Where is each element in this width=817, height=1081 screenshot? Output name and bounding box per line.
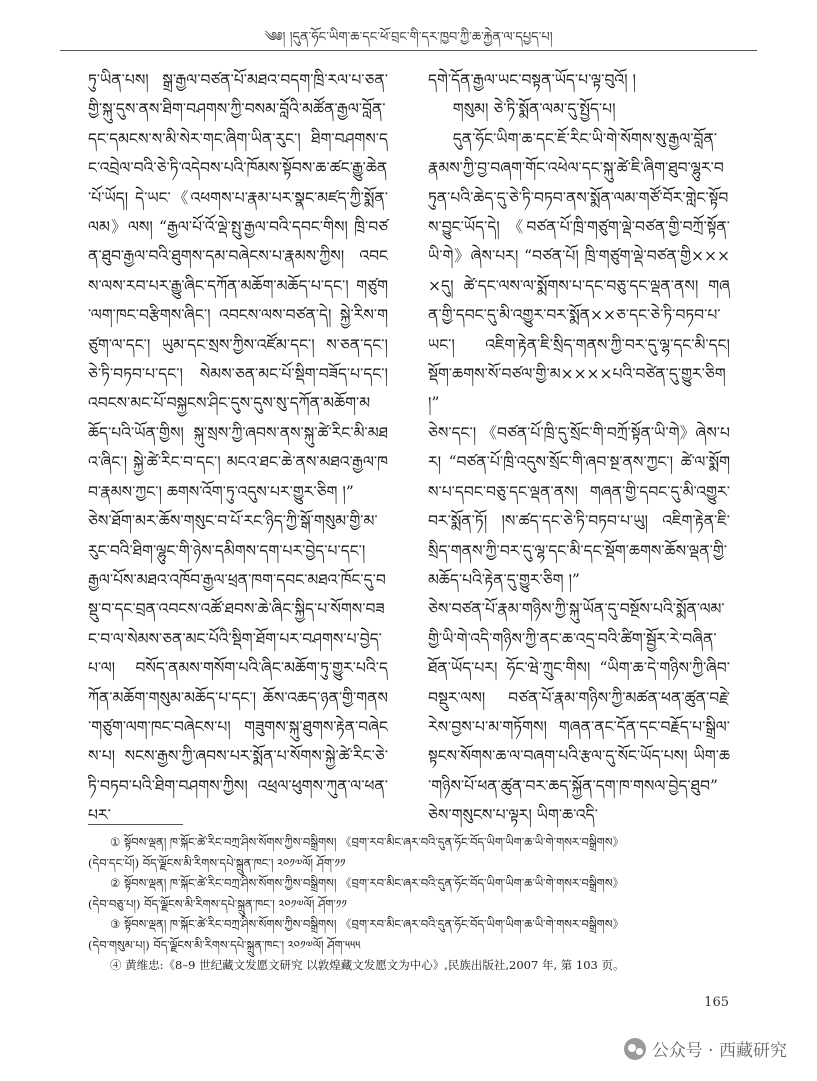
right-column (428, 66, 730, 825)
footnotes (88, 832, 733, 976)
body-paragraph: ཅེས་དང་། 《བཙན་པོ་ཁྲི་དུ་སྲོང་གི་བཀྲོ་སྟོན་ཡི་གེ》ཞེས་པར། “བཙན་པོ་ཁྲི་འདུས་སྲོང་གི་ཞབ་སྔ་ནས་ཀྱང་། ཚེ་ལ་སྨོགས་པ་དབང་བཅུ་དང་ལྡན་ནས། གཞན་གྱི་དབང་དུ་མི་འགྱུར་བར་སྨོན་ཏོ། །ས་ཚད་དང་ཅེ་ཏི་བཏབ་པ་ཡུ། འཇིག་རྟེན་ཇི་སྲིད་གནས་ཀྱི་བར་དུ་ལྷ་དང་མི་དང་སྡོག་ཆགས་ཆོས་ལྡན་གྱི་མཆོད་པའི་རྟེན་དུ་གྱུར་ཅིག །” (428, 423, 730, 589)
footnote-3 (88, 914, 733, 955)
running-header: ༄༅། །དུན་ཧོང་ཡིག་ཆ་དང་ཕོ་བྲང་གི་དར་ཁྱབ་ཀྱི་ཆ་རྐྱེན་ལ་དཔྱད་པ། (264, 30, 553, 45)
footnote-2 (88, 873, 733, 914)
footnote-text: སྟོབས་ལྡན། ཁ་སྐོང་ཚེ་རིང་བཀྲ་ཤིས་སོགས་ཀྱིས་བསྒྲིགས། 《བྲག་རབ་མིང་ཞར་བའི་དུན་ཧོང་བོད་ཡིག་ཡིག་ཆ་ཡི་གེ་གསར་བསྒྲིགས》 (123, 917, 624, 931)
watermark-text: 公众号 · 西藏研究 (651, 1041, 787, 1061)
header-rule (60, 50, 757, 51)
footnote-continuation: (དེབ་གསུམ་པ།) བོད་ལྗོངས་མི་རིགས་དཔེ་སྐྲུན་ཁང་། ༢༠༡༧ལོ། ཤོག་༥༥༥ (88, 937, 361, 952)
footnote-4 (88, 955, 733, 976)
body-paragraph: ཏུ་ཡིན་པས། སྒྲ་རྒྱལ་བཙན་པོ་མཐའ་བདག་ཁྲི་རལ་པ་ཅན་གྱི་སྐུ་དུས་ནས་ཐིག་བཤགས་ཀྱི་བསམ་བློའི་མཚོན་རྒྱལ་བློན་དང་དམངས་ས་མི་སེར་གང་ཞིག་ཡིན་རུང་། ཐིག་བཤགས་དང་འབྲེལ་བའི་ཅེ་ཏི་འདེབས་པའི་ཁོམས་སྟོབས་ཆ་ཚང་རྒྱུ་ཆེན་པོ་ཡོད། དེ་ཡང་《འཕགས་པ་རྣམ་པར་སྣང་མཛད་ཀྱི་སྨོན་ལམ》ལས། “རྒྱལ་པོ་འོ་ལྡེ་སྤུ་རྒྱལ་བའི་དབང་གིས། ཁྲི་བཙན་ཐུབ་རྒྱལ་བའི་ཐུགས་དམ་བཞེངས་པ་རྣམས་ཀྱིས། འབངས་ལས་རབ་པར་རྒྱུ་ཞིང་དཀོན་མཆོག་མཆོད་པ་དང་། གཙུག་ལག་ཁང་བརྩིགས་ཞིང་། འབངས་ལས་བཙན་དེ། སྐྱེ་རིས་གཙུག་ལ་དང་། ཡུམ་དང་སྲས་ཀྱིས་འཛོམ་དང་། ས་ཅན་དང་། ཅེ་ཏི་བཏབ་པ་དང་། སེམས་ཅན་མང་པོ་སྡིག་བཟོད་པ་དང་། འབངས་མང་པོ་བསྐྱངས་ཤིང་དུས་དུས་སུ་དཀོན་མཆོག་མཆོད་པའི་ཡོན་གྱིས། སྐུ་སྲས་ཀྱི་ཞབས་ནས་སྐུ་ཚེ་རིང་མི་མཐའ་ཞིང་། སྐྱེ་ཚེ་རིང་བ་དང་། མངའ་ཐང་ཆེ་ནས་མཐའ་རྒྱལ་ཁབ་རྣམས་ཀྱང་། ཆགས་འོག་ཏུ་འདུས་པར་གྱུར་ཅིག །” (88, 71, 388, 501)
body-paragraph: དུན་ཧོང་ཡིག་ཆ་དང་ཇོ་རིང་ཡི་གེ་སོགས་སུ་རྒྱལ་བློན་རྣམས་ཀྱི་བྱ་བཞག་གོང་འཕེལ་དང་སྐུ་ཚེ་ཇི་ཞིག་ཐུབ་ལྷུར་བཏུན་པའི་ཆེད་དུ་ཅེ་ཏི་བཏབ་ནས་སྨོན་ལམ་གཙོ་བོར་གླེང་སྟོབས་བྱུང་ཡོད་དེ། 《བཙན་པོ་ཁྲི་གཙུག་ལྡེ་བཙན་གྱི་བཀྲོ་སྟོན་ཡི་གེ》ཞེས་པར། “བཙན་པོ། ཁྲི་གཙུག་ལྡེ་བཙན་གྱི××××དུ། ཚེ་དང་ལས་ལ་སྨོགས་པ་དང་བཅུ་དང་ལྡན་ནས། གཞན་གྱི་དབང་དུ་མི་འགྱུར་བར་སྨོན××ཅ་དང་ཅེ་ཏི་བཏབ་པ་ཡང་། འཇིག་རྟེན་ཇི་སྲིད་གནས་ཀྱི་བར་དུ་ལྷ་དང་མི་དང། སྡོག་ཆགས་སོ་བཙལ་གྱི་མ××××པའི་བཙེན་དུ་གྱུར་ཅིག །” (428, 129, 730, 413)
footnote-mark: ① (110, 835, 121, 849)
footnote-text: སྟོབས་ལྡན། ཁ་སྐོང་ཚེ་རིང་བཀྲ་ཤིས་སོགས་ཀྱིས་བསྒྲིགས། 《བྲག་རབ་མིང་ཞར་བའི་དུན་ཧོང་བོད་ཡིག་ཡིག་ཆ་ཡི་གེ་གསར་བསྒྲིགས》 (123, 876, 624, 890)
footnote-mark: ② (110, 876, 121, 890)
body-paragraph: ཅེས་ཐོག་མར་ཆོས་གསུང་བ་པོ་རང་ཉིད་ཀྱི་སྒོ་གསུམ་གྱི་མ་རུང་བའི་ཐིག་ལྷུང་གི་ཉེས་དམིགས་དག་པར་བྱེད་པ་དང་། རྒྱལ་པོས་མཐའ་འཁོབ་རྒྱལ་ཕྲན་ཁག་དབང་མཐའ་ཁོང་དུ་བསྡུ་བ་དང་བྲན་འབངས་འཚོ་ཐབས་ཆེ་ཞིང་སྐྱིད་པ་སོགས་བཟང་བ་ལ་སེམས་ཅན་མང་པོའི་སྡིག་ཐོག་པར་བཤགས་པ་བྱེད་པ་ལ། བསོད་ནམས་གསོག་པའི་ཞིང་མཆོག་ཏུ་གྱུར་པའི་དཀོན་མཆོག་གསུམ་མཆོད་པ་དང་། ཆོས་འཆད་ཉན་གྱི་གནས་གཙུག་ལག་ཁང་བཞེངས་པ། གཟུགས་སྐུ་ཐུགས་རྟེན་བཞེངས་པ། སངས་རྒྱས་ཀྱི་ཞབས་པར་སྨོན་པ་སོགས་སྐྱེ་ཚེ་རིང་ཅེ་ཏི་བཏབ་པའི་ཐིག་བཤགས་ཀྱིས། འཕྲལ་ཕུགས་ཀུན་ལ་ཕན་པར་ (88, 512, 388, 825)
footnote-text: སྟོབས་ལྡན། ཁ་སྐོང་ཚེ་རིང་བཀྲ་ཤིས་སོགས་ཀྱིས་བསྒྲིགས། 《བྲག་རབ་མིང་ཞར་བའི་དུན་ཧོང་བོད་ཡིག་ཡིག་ཆ་ཡི་གེ་གསར་བསྒྲིགས》 (123, 835, 624, 849)
left-column (88, 66, 388, 825)
footnote-mark: ③ (110, 917, 121, 931)
body-paragraph: ཅེས་བཙན་པོ་རྣམ་གཉིས་ཀྱི་སྐུ་ཡོན་དུ་བསྔོས་པའི་སྨོན་ལམ་གྱི་ཡི་གེ་འདི་གཉིས་ཀྱི་ནང་ཆ་འདྲ་བའི་ཚིག་སྦྱོར་རེ་བཞིན་ཐོན་ཡོད་པར། ཧོང་ཝེ་ཀྲུང་གིས། “ཡིག་ཆ་དེ་གཉིས་ཀྱི་ཞིབ་བསྡུར་ལས། བཙན་པོ་རྣམ་གཉིས་ཀྱི་མཚན་ཕན་ཚུན་བརྗེ་རེས་བྱས་པ་མ་གཏོགས། གཞན་ནང་དོན་དང་བརྗོད་པ་སྒྲིལ་སྟངས་སོགས་ཆ་ལ་བཞག་པའི་རྩལ་དུ་སོང་ཡོད་པས། ཡིག་ཆ་གཉིས་པོ་ཕན་ཚུན་བར་ཆད་སྐྱོན་དག་ཁ་གསལ་བྱེད་ཐུབ” (428, 600, 730, 795)
wechat-icon (624, 1038, 646, 1060)
body-paragraph: ཅེས་གསུངས་པ་ལྟར། ཡིག་ཆ་འདི་ (428, 806, 598, 825)
footnote-text: 黄维忠:《8–9 世纪藏文发愿文研究 以敦煌藏文发愿文为中心》,民族出版社,2007 年, 第 103 页。 (125, 958, 625, 972)
watermark (624, 1036, 787, 1061)
page-number: 165 (704, 995, 729, 1010)
footnote-continuation: (དེབ་དང་པོ།) བོད་ལྗོངས་མི་རིགས་དཔེ་སྐྲུན་ཁང་། ༢༠༡༧ལོ། ཤོག་༡༡ (88, 855, 346, 870)
footnote-mark: ④ (110, 958, 122, 972)
footnote-1 (88, 832, 733, 873)
footnote-rule (88, 824, 183, 825)
body-paragraph: དགེ་དོན་རྒྱལ་ཡང་བསྟན་ཡོད་པ་ལྟ་བུའོ། ། (428, 71, 636, 89)
section-heading: གསུམ། ཅེ་ཏི་སྨོན་ལམ་དུ་སྤྱོད་པ། (452, 100, 616, 119)
footnote-continuation: (དེབ་བཅུ་པ།) བོད་ལྗོངས་མི་རིགས་དཔེ་སྐྲུན་ཁང་། ༢༠༡༧ལོ། ཤོག་༡༡ (88, 896, 347, 911)
